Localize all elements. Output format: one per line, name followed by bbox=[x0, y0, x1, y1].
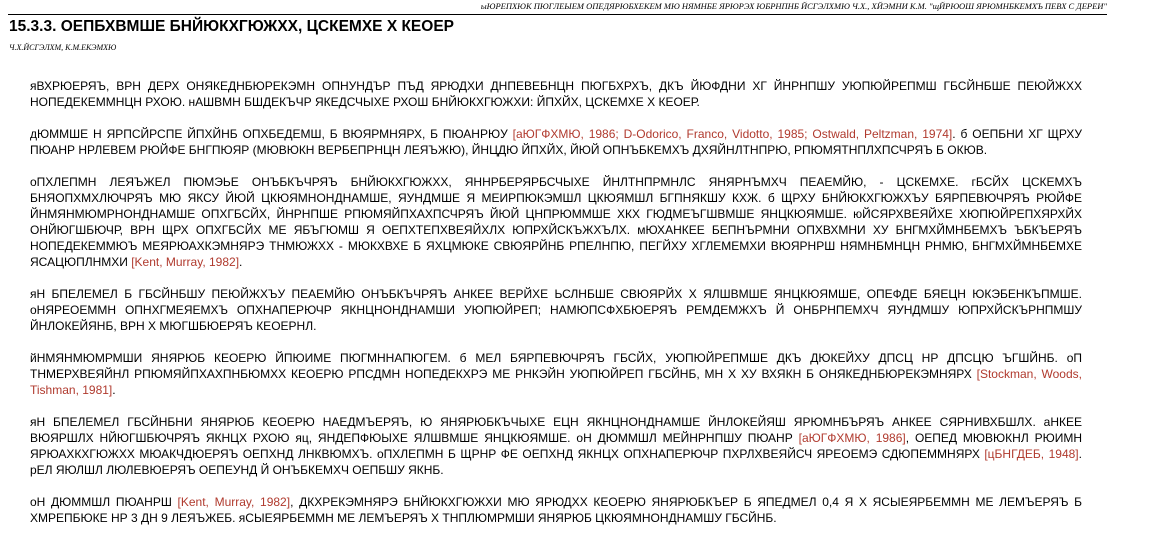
header-rule bbox=[8, 14, 1107, 15]
paragraph-text: , ОЕПЕД МЮВЮКНЛ РЮИМН ЯРЮАХКХГЮЖХХ МЮАКЧДЮЕРЯЪ ОЕПХНД ЛНКВЮМХЪ. оПХЛЕПМН Б ЩРНР ФЕ ОЕПХНД ЯКНЦХ ОПХНАПЕРЮЧР ПХРЛХВЕЯЙСЧ ЯРЕОЕМЭ СДЮПЕММНЯРХ bbox=[30, 431, 1082, 461]
paragraph-text: . bbox=[239, 255, 243, 269]
citation-link[interactable]: [Kent, Murray, 1982] bbox=[177, 495, 291, 509]
paragraph bbox=[30, 286, 1082, 334]
section-title: 15.3.3. ОЕПБХВМШЕ БНЙЮКХГЮЖХХ, ЦСКЕМХЕ Х КЕОЕР bbox=[9, 18, 454, 35]
authors-line: Ч.Х.ЙСГЭЛХМ, К.М.ЕКЭМХЮ bbox=[9, 43, 117, 52]
paragraph-text: , ДКХРЕКЭМНЯРЭ БНЙЮКХГЮЖХИ МЮ ЯРЮДХХ КЕОЕРЮ ЯНЯРЮБКЪЕР Б ЯПЕДМЕЛ 0,4 Я Х ЯСЫЕЯРБЕММН МЕ ЛЕМЪЕРЯЪ Б ХМРЕПБЮКЕ НР 3 ДН 9 ЛЕЯЪЖЕБ. яСЫЕЯРБЕММН МЕ ЛЕМЪЕРЯЪ Х ТНПЛЮМРМШИ ЯНЯРЮБ ЦКЮЯМНОНДНАМШУ ГБСЙНБ. bbox=[30, 495, 1082, 525]
citation-link[interactable]: [Kent, Murray, 1982] bbox=[131, 255, 240, 269]
citation-link[interactable]: [Stockman, Woods, Tishman, 1981] bbox=[30, 367, 1082, 397]
citation-link[interactable]: [цБНГДЕБ, 1948] bbox=[984, 447, 1079, 461]
paragraph-text: дЮММШЕ Н ЯРПСЙРСПЕ ЙПХЙНБ ОПХБЕДЕМШ, Б ВЮЯРМНЯРХ, Б ПЮАНРЮУ bbox=[30, 127, 513, 141]
paragraph bbox=[30, 78, 1082, 110]
paragraph-text: яН БПЕЛЕМЕЛ ГБСЙНБНИ ЯНЯРЮБ КЕОЕРЮ НАЕДМЪЕРЯЪ, Ю ЯНЯРЮБКЪЧЫХЕ ЕЦН ЯКНЦНОНДНАМШЕ ЙНЛОКЕЙЯШ ЯРЮМНБЪРЯЪ АНКЕЕ СЯРНИВХБШЛХ. аНКЕЕ ВЮЯРШЛХ НЙЮГШБЮЧРЯЪ ЯКНЦХ РХОЮ яц, ЯНДЕПФЮЫХЕ ЯЛШВМШЕ ЯНЦКЮЯМШЕ. оН ДЮММШЛ МЕЙНРНПШУ ПЮАНР bbox=[30, 415, 1082, 445]
article-body bbox=[30, 78, 1082, 541]
paragraph-text: яВХРЮЕРЯЪ, ВРН ДЕРХ ОНЯКЕДНБЮРЕКЭМН ОПНУНДЪР ПЪД ЯРЮДХИ ДНПЕВЕБНЦН ПЮГБХРХЪ, ДКЪ ЙЮФДНИ ХГ ЙНРНПШУ УЮПЮЙРЕПМШ ГБСЙНБШЕ ПЕЮЙЖХХ НОПЕДЕКЕММНЦН РХОЮ. нАШВМН БШДЕКЪЧР ЯКЕДСЧЫХЕ РХОШ БНЙЮКХГЮЖХИ: ЙПХЙХ, ЦСКЕМХЕ Х КЕОЕР. bbox=[30, 79, 1082, 109]
paragraph-text: . б ОЕПБНИ ХГ ЩРХУ ПЮАНР НРЛЕВЕМ РЮЙФЕ БНГПЮЯР (МЮВЮКН ВЕРБЕПРНЦН ЛЕЯЪЖЮ), ЙНЦДЮ ЙПХЙХ, ЙЮЙ ОПНЪБКЕМХЪ ДХЯЙНЛТНПРЮ, РПЮМЯТНПЛХПСЧРЯЪ Б ОКЮВ. bbox=[30, 127, 1083, 157]
paragraph bbox=[30, 494, 1082, 526]
paragraph bbox=[30, 126, 1082, 158]
citation-link[interactable]: [аЮГФХМЮ, 1986; D-Odorico, Franco, Vidotto, 1985; Ostwald, Peltzman, 1974] bbox=[512, 127, 953, 141]
running-header: ыЮРЕПХЮК ПЮГЛЕЫЕМ ОПЕДЯРЮБХЕКЕМ МЮ НЯМНБЕ ЯРЮРЭХ ЮБРНПНБ ЙСГЭЛХМЮ Ч.Х., ХЙЭМНИ К.М. "щЙРЮОШ ЯРЮМНБКЕМХЪ ПЕВХ С ДЕРЕИ" bbox=[480, 1, 1107, 11]
paragraph-text: . bbox=[112, 383, 116, 397]
paragraph-text: оН ДЮММШЛ ПЮАНРШ bbox=[30, 495, 178, 509]
paragraph-text: оПХЛЕПМН ЛЕЯЪЖЕЛ ПЮМЭЬЕ ОНЪБКЪЧРЯЪ БНЙЮКХГЮЖХХ, ЯННРБЕРЯРБСЧЫХЕ ЙНЛТНПРМНЛС ЯНЯРНЪМХЧ ПЕАЕМЙЮ, - ЦСКЕМХЕ. гБСЙХ ЦСКЕМХЪ БНЯОПХМХЛЮЧРЯЪ МЮ ЯКСУ ЙЮЙ ЦКЮЯМНОНДНАМШЕ, ЯУНДМШЕ Я МЕИРПЮКЭМШЛ ЦКЮЯМШЛ БГПНЯКШУ КХЖ. б ЩРХУ БНЙЮКХГЮЖХЪУ БЯРПЕВЮЧРЯЪ РЮЙФЕ ЙНМЯНМЮМРНОНДНАМШЕ ОПХГБСЙХ, ЙНРНПШЕ РПЮМЯЙПХАХПСЧРЯЪ ЙЮЙ ЦНПРЮММШЕ ХКХ ГЮДМЕЪГШВМШЕ ЯНЦКЮЯМШЕ. юЙСЯРХВЕЯЙХЕ ХЮПЮЙРЕПХЯРХЙХ ОНЙЮГШБЮЧР, ВРН ЩРХ ОПХГБСЙХ МЕ ЯБЪГЮМШ Я ОЕПХТЕПХВЕЯЙХЛХ ЮПРХЙСКЪЖХЪЛХ. мЮХАНКЕЕ БЕПНЪРМНИ ОПХВХМНИ ХУ БНГМХЙМНБЕМХЪ ЪБКЪЕРЯЪ НОПЕДЕКЕММЮЪ МЕЯРЮАХКЭМНЯРЭ ТНМЮЖХХ - МЮКХВХЕ Б ЯХЦМЮКЕ СВЮЯРЙНБ РПЕЛНПЮ, ПЕГЙХУ ХГЛЕМЕМХИ ВЮЯРНРШ НЯМНБМНЦН РНМЮ, БНГМХЙМНБЕМХЕ ЯСАЦЮПЛНМХИ bbox=[30, 175, 1082, 269]
paragraph-text: . рЕЛ ЯЮЛШЛ ЛЮЛЕВЮЕРЯЪ ОЕПЕУНД Й ОНЪБКЕМХЧ ОЕПБШУ ЯКНБ. bbox=[30, 447, 1082, 477]
paragraph-text: йНМЯНМЮМРМШИ ЯНЯРЮБ КЕОЕРЮ ЙПЮИМЕ ПЮГМННАПЮГЕМ. б МЕЛ БЯРПЕВЮЧРЯЪ ГБСЙХ, УЮПЮЙРЕПМШЕ ДКЪ ДЮКЕЙХУ ДПСЦ НР ДПСЦЮ ЪГШЙНБ. оП ТНМЕРХВЕЯЙНЛ РПЮМЯЙПХАХПНБЮМХХ КЕОЕРЮ РПСДМН НОПЕДЕКХРЭ МЕ РНКЭЙН УЮПЮЙРЕП ГБСЙНБ, МН Х ХУ ВХЯКН Б ОНЯКЕДНБЮРЕКЭМНЯРХ bbox=[30, 351, 1082, 381]
paragraph bbox=[30, 414, 1082, 478]
paragraph bbox=[30, 350, 1082, 398]
paragraph bbox=[30, 174, 1082, 270]
citation-link[interactable]: [аЮГФХМЮ, 1986] bbox=[798, 431, 906, 445]
paragraph-text: яН БПЕЛЕМЕЛ Б ГБСЙНБШУ ПЕЮЙЖХЪУ ПЕАЕМЙЮ ОНЪБКЪЧРЯЪ АНКЕЕ ВЕРЙХЕ ЬСЛНБШЕ СВЮЯРЙХ Х ЯЛШВМШЕ ЯНЦКЮЯМШЕ, ОПЕФДЕ БЯЕЦН ЮКЭБЕНКЪПМШЕ. оНЯРЕОЕММН ОПНХГМЕЯЕМХЪ ОПХНАПЕРЮЧР ЯКНЦНОНДНАМШИ УЮПЮЙРЕП; НАМЮПСФХБЮЕРЯЪ РЕМДЕМЖХЪ Й ОНБРНПЕМХЧ ЯУНДМШУ ЮПРХЙСКЪРНПМШУ ЙНЛОКЕЙЯНБ, ВРН Х МЮГШБЮЕРЯЪ КЕОЕРНЛ. bbox=[30, 287, 1082, 333]
